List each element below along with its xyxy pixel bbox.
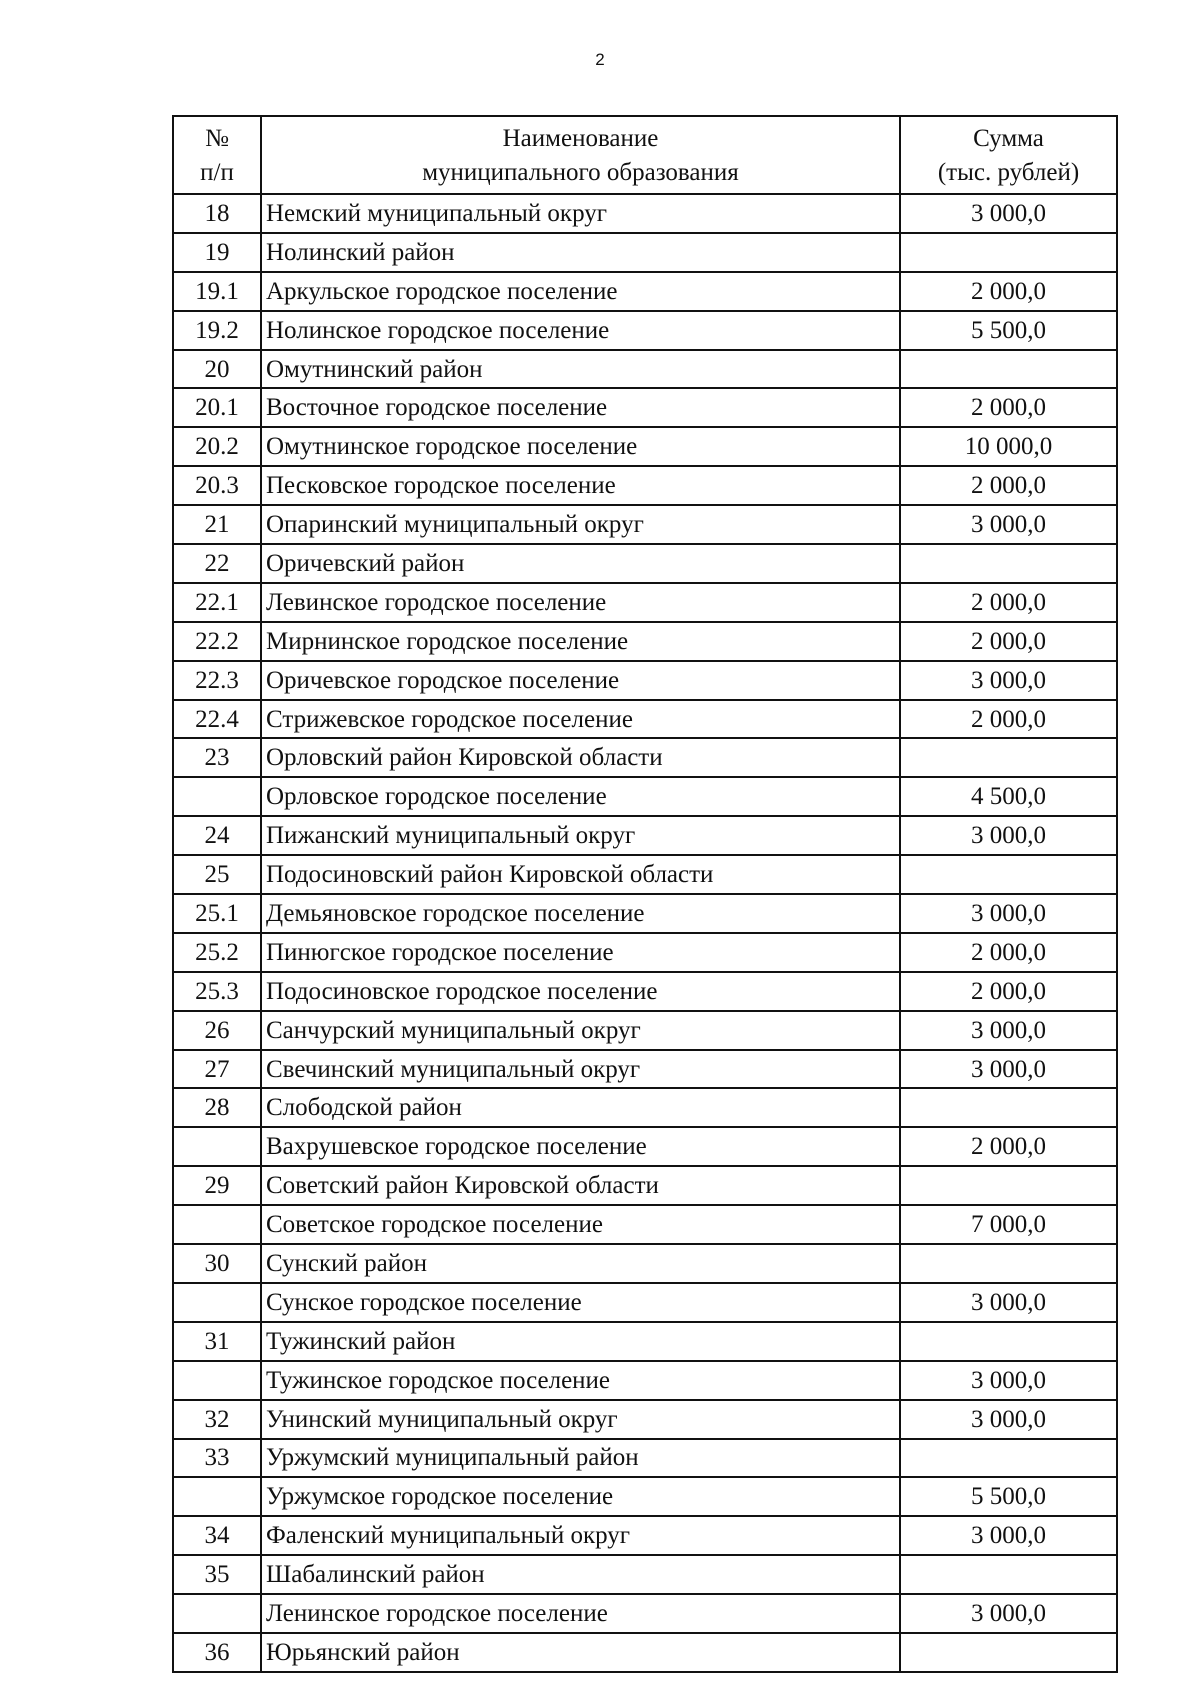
row-name-cell: Пинюгское городское поселение [261,933,900,972]
table-row [173,855,1117,894]
row-number-cell [173,1361,261,1400]
row-sum-cell: 2 000,0 [900,272,1117,311]
row-name-cell: Восточное городское поселение [261,388,900,427]
row-number-cell: 22.4 [173,700,261,739]
row-sum-cell: 2 000,0 [900,622,1117,661]
table-row [173,194,1117,233]
table-row [173,583,1117,622]
row-name-cell: Орловское городское поселение [261,777,900,816]
row-sum-cell [900,1244,1117,1283]
row-name-cell: Унинский муниципальный округ [261,1400,900,1439]
table-row [173,1439,1117,1478]
row-number-cell: 19 [173,233,261,272]
row-name-cell: Омутнинское городское поселение [261,427,900,466]
row-number-cell: 34 [173,1516,261,1555]
table-header [173,116,1117,194]
header-row [173,116,1117,194]
row-sum-cell: 5 500,0 [900,1477,1117,1516]
table-row [173,272,1117,311]
row-sum-cell [900,233,1117,272]
row-number-cell: 25.1 [173,894,261,933]
row-name-cell: Подосиновский район Кировской области [261,855,900,894]
table-row [173,816,1117,855]
row-sum-cell: 3 000,0 [900,894,1117,933]
table-row [173,233,1117,272]
row-name-cell: Шабалинский район [261,1555,900,1594]
row-name-cell: Юрьянский район [261,1633,900,1672]
row-number-cell: 32 [173,1400,261,1439]
table-row [173,1555,1117,1594]
row-name-cell: Левинское городское поселение [261,583,900,622]
row-sum-cell: 3 000,0 [900,1516,1117,1555]
row-number-cell [173,1594,261,1633]
row-number-cell: 20.1 [173,388,261,427]
row-number-cell: 20.2 [173,427,261,466]
row-sum-cell [900,1439,1117,1478]
row-sum-cell: 3 000,0 [900,194,1117,233]
table-row [173,388,1117,427]
row-name-cell: Оричевский район [261,544,900,583]
page-number: 2 [595,50,605,69]
row-name-cell: Нолинское городское поселение [261,311,900,350]
row-number-cell: 27 [173,1050,261,1089]
row-sum-cell: 5 500,0 [900,311,1117,350]
row-name-cell: Оричевское городское поселение [261,661,900,700]
row-name-cell: Советское городское поселение [261,1205,900,1244]
header-name [261,116,900,194]
table-row [173,1594,1117,1633]
row-sum-cell: 2 000,0 [900,583,1117,622]
table-row [173,972,1117,1011]
row-name-cell: Санчурский муниципальный округ [261,1011,900,1050]
table-row [173,1244,1117,1283]
row-sum-cell: 3 000,0 [900,505,1117,544]
row-number-cell [173,777,261,816]
row-number-cell: 22 [173,544,261,583]
table-row [173,1283,1117,1322]
table-row [173,894,1117,933]
row-name-cell: Мирнинское городское поселение [261,622,900,661]
row-sum-cell: 3 000,0 [900,1283,1117,1322]
table-row [173,505,1117,544]
table-row [173,1322,1117,1361]
row-sum-cell [900,1166,1117,1205]
row-name-cell: Сунский район [261,1244,900,1283]
row-name-cell: Стрижевское городское поселение [261,700,900,739]
row-number-cell: 28 [173,1088,261,1127]
row-sum-cell: 3 000,0 [900,661,1117,700]
row-number-cell: 33 [173,1439,261,1478]
header-name-line-1: Наименование [502,125,659,152]
table-row [173,1205,1117,1244]
row-number-cell: 22.3 [173,661,261,700]
row-sum-cell: 3 000,0 [900,1400,1117,1439]
row-number-cell: 26 [173,1011,261,1050]
row-number-cell: 20.3 [173,466,261,505]
table-body [173,194,1117,1672]
row-sum-cell [900,1088,1117,1127]
row-name-cell: Уржумское городское поселение [261,1477,900,1516]
row-sum-cell [900,855,1117,894]
row-name-cell: Тужинский район [261,1322,900,1361]
row-number-cell: 18 [173,194,261,233]
table-row [173,1633,1117,1672]
row-number-cell: 20 [173,350,261,389]
row-name-cell: Сунское городское поселение [261,1283,900,1322]
table-row [173,738,1117,777]
table-row [173,350,1117,389]
row-sum-cell: 4 500,0 [900,777,1117,816]
table-row [173,466,1117,505]
row-name-cell: Аркульское городское поселение [261,272,900,311]
row-sum-cell: 3 000,0 [900,1050,1117,1089]
table-row [173,427,1117,466]
header-sum-line-1: Сумма [973,125,1044,152]
table-row [173,1361,1117,1400]
row-sum-cell [900,738,1117,777]
header-sum [900,116,1117,194]
row-name-cell: Вахрушевское городское поселение [261,1127,900,1166]
row-sum-cell: 3 000,0 [900,1011,1117,1050]
row-name-cell: Уржумский муниципальный район [261,1439,900,1478]
table-row [173,777,1117,816]
table-row [173,1400,1117,1439]
row-sum-cell: 2 000,0 [900,933,1117,972]
table-row [173,1477,1117,1516]
row-number-cell: 19.1 [173,272,261,311]
table-row [173,1088,1117,1127]
row-sum-cell: 2 000,0 [900,972,1117,1011]
row-number-cell: 29 [173,1166,261,1205]
row-sum-cell: 10 000,0 [900,427,1117,466]
header-number-line-2: п/п [200,159,234,186]
row-name-cell: Пижанский муниципальный округ [261,816,900,855]
row-sum-cell [900,1633,1117,1672]
row-sum-cell: 7 000,0 [900,1205,1117,1244]
table-row [173,1127,1117,1166]
row-name-cell: Ленинское городское поселение [261,1594,900,1633]
row-number-cell: 24 [173,816,261,855]
row-name-cell: Демьяновское городское поселение [261,894,900,933]
row-sum-cell: 2 000,0 [900,466,1117,505]
row-number-cell [173,1127,261,1166]
table-row [173,661,1117,700]
municipal-funding-table [172,115,1118,1673]
row-name-cell: Подосиновское городское поселение [261,972,900,1011]
row-name-cell: Фаленский муниципальный округ [261,1516,900,1555]
header-number [173,116,261,194]
row-name-cell: Нолинский район [261,233,900,272]
row-number-cell [173,1205,261,1244]
row-sum-cell [900,1322,1117,1361]
row-number-cell [173,1477,261,1516]
row-number-cell: 36 [173,1633,261,1672]
row-number-cell: 30 [173,1244,261,1283]
row-number-cell: 25 [173,855,261,894]
table-row [173,1516,1117,1555]
row-sum-cell [900,544,1117,583]
table-row [173,1011,1117,1050]
row-number-cell: 25.3 [173,972,261,1011]
header-sum-line-2: (тыс. рублей) [937,159,1080,186]
table-row [173,311,1117,350]
row-number-cell: 22.2 [173,622,261,661]
row-number-cell [173,1283,261,1322]
row-number-cell: 25.2 [173,933,261,972]
row-sum-cell: 2 000,0 [900,700,1117,739]
table-row [173,1050,1117,1089]
row-number-cell: 21 [173,505,261,544]
table-row [173,1166,1117,1205]
table-row [173,933,1117,972]
table-row [173,544,1117,583]
row-sum-cell [900,350,1117,389]
row-number-cell: 22.1 [173,583,261,622]
row-number-cell: 19.2 [173,311,261,350]
row-name-cell: Песковское городское поселение [261,466,900,505]
row-sum-cell: 3 000,0 [900,816,1117,855]
row-number-cell: 23 [173,738,261,777]
header-name-line-2: муниципального образования [422,159,739,186]
row-name-cell: Слободской район [261,1088,900,1127]
row-sum-cell: 2 000,0 [900,388,1117,427]
row-number-cell: 35 [173,1555,261,1594]
row-sum-cell: 3 000,0 [900,1594,1117,1633]
row-name-cell: Свечинский муниципальный округ [261,1050,900,1089]
row-name-cell: Орловский район Кировской области [261,738,900,777]
header-number-line-1: № [205,125,229,152]
row-name-cell: Немский муниципальный округ [261,194,900,233]
row-sum-cell: 2 000,0 [900,1127,1117,1166]
row-name-cell: Опаринский муниципальный округ [261,505,900,544]
row-number-cell: 31 [173,1322,261,1361]
row-sum-cell [900,1555,1117,1594]
row-name-cell: Омутнинский район [261,350,900,389]
row-name-cell: Тужинское городское поселение [261,1361,900,1400]
row-sum-cell: 3 000,0 [900,1361,1117,1400]
table-row [173,700,1117,739]
table-row [173,622,1117,661]
row-name-cell: Советский район Кировской области [261,1166,900,1205]
